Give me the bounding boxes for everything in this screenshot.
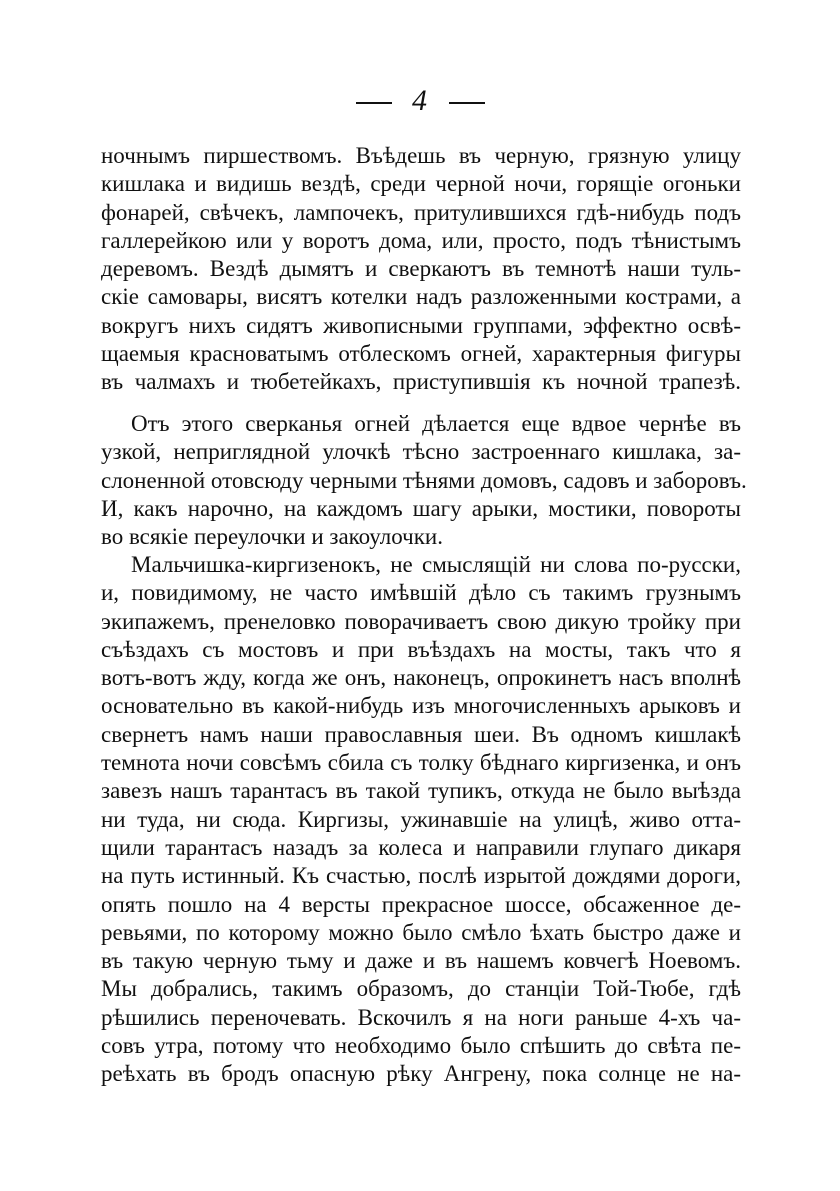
text-line: основательно въ какой-нибудь изъ многочисленныхъ арыковъ и <box>101 693 741 719</box>
header-dash-right <box>449 102 485 104</box>
text-line: узкой, неприглядной улочкѣ тѣсно застроеннаго кишлака, за- <box>101 439 741 465</box>
text-line: ревьями, по которому можно было смѣло ѣхать быстро даже и <box>101 919 741 945</box>
text-line: и, повидимому, не часто имѣвшій дѣло съ такимъ грузнымъ <box>101 580 741 606</box>
text-line: на путь истинный. Къ счастью, послѣ изрытой дождями дороги, <box>101 863 741 889</box>
text-line: фонарей, свѣчекъ, лампочекъ, притулившихся гдѣ-нибудь подъ <box>101 199 741 225</box>
paragraph-1 <box>101 142 741 397</box>
text-line: реѣхать въ бродъ опасную рѣку Ангрену, пока солнце не на- <box>101 1061 741 1087</box>
text-line: темнота ночи совсѣмъ сбила съ толку бѣднаго киргизенка, и онъ <box>101 750 741 776</box>
text-line: слоненной отовсюду черными тѣнями домовъ, садовъ и заборовъ. <box>101 467 747 493</box>
text-line: кишлака и видишь вездѣ, среди черной ночи, горящіе огоньки <box>101 171 741 197</box>
text-line: совъ утра, потому что необходимо было спѣшить до свѣта пе- <box>101 1033 741 1059</box>
text-line: опять пошло на 4 версты прекрасное шоссе, обсаженное де- <box>101 891 741 917</box>
text-line: рѣшились переночевать. Вскочилъ я на ноги раньше 4-хъ ча- <box>101 1004 741 1030</box>
text-line: Отъ этого сверканья огней дѣлается еще вдвое чернѣе въ <box>131 411 741 436</box>
text-line: въ чалмахъ и тюбетейкахъ, приступившія къ ночной трапезѣ. <box>101 369 741 395</box>
text-line: ни туда, ни сюда. Киргизы, ужинавшіе на улицѣ, живо отта- <box>101 806 741 832</box>
text-line: экипажемъ, пренеловко поворачиваетъ свою дикую тройку при <box>101 608 741 634</box>
text-line: щили тарантасъ назадъ за колеса и направили глупаго дикаря <box>101 834 741 860</box>
page-number: 4 <box>412 84 428 117</box>
text-line: во всякіе переулочки и закоулочки. <box>101 524 443 550</box>
text-line: галлерейкою или у воротъ дома, или, просто, подъ тѣнистымъ <box>101 227 741 253</box>
text-line: съѣздахъ съ мостовъ и при въѣздахъ на мосты, такъ что я <box>101 636 741 662</box>
text-line: Мальчишка-киргизенокъ, не смыслящій ни слова по-русски, <box>131 552 741 577</box>
text-line: свернетъ намъ наши православныя шеи. Въ одномъ кишлакѣ <box>101 721 741 747</box>
header-dash-left <box>356 102 392 104</box>
text-line: вотъ-вотъ жду, когда же онъ, наконецъ, опрокинетъ насъ вполнѣ <box>101 665 741 691</box>
paragraph-3 <box>101 551 741 1089</box>
text-line: ночнымъ пиршествомъ. Въѣдешь въ черную, грязную улицу <box>101 143 741 168</box>
page-header <box>0 84 840 118</box>
paragraph-2 <box>101 410 747 551</box>
text-line: деревомъ. Вездѣ дымятъ и сверкаютъ въ темнотѣ наши туль- <box>101 256 741 282</box>
text-line: Мы добрались, такимъ образомъ, до станціи Той-Тюбе, гдѣ <box>101 976 741 1002</box>
text-line: И, какъ нарочно, на каждомъ шагу арыки, мостики, повороты <box>101 495 741 521</box>
text-line: завезъ нашъ тарантасъ въ такой тупикъ, откуда не было выѣзда <box>101 778 741 804</box>
text-line: вокругъ нихъ сидятъ живописными группами, эффектно освѣ- <box>101 312 741 338</box>
text-line: щаемыя красноватымъ отблескомъ огней, характерныя фигуры <box>101 341 741 367</box>
text-line: въ такую черную тьму и даже и въ нашемъ ковчегѣ Ноевомъ. <box>101 948 741 974</box>
text-line: скіе самовары, висятъ котелки надъ разложенными кострами, а <box>101 284 741 310</box>
